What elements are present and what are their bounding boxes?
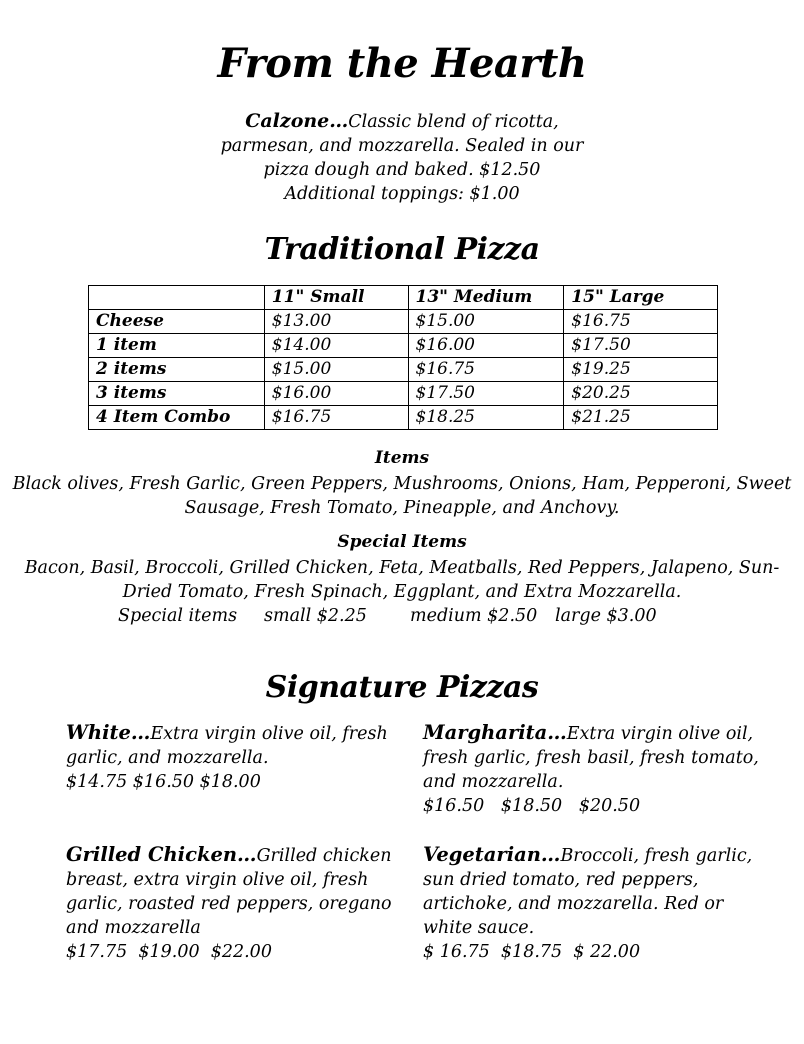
price-cell: $18.25 (408, 406, 564, 430)
price-cell: $20.25 (564, 382, 718, 406)
pizza-desc-text: Extra virgin olive oil, fresh garlic, and mozzarella. (66, 724, 388, 768)
items-line-2: Sausage, Fresh Tomato, Pineapple, and Anchovy. (184, 498, 620, 518)
table-row (89, 382, 718, 406)
calzone-desc-4: Additional toppings: $1.00 (284, 184, 520, 204)
table-row (89, 334, 718, 358)
pizza-prices: $ 16.75 $18.75 $ 22.00 (423, 942, 641, 962)
signature-pizza-grilled-chicken (66, 843, 411, 964)
special-items-prices (0, 604, 804, 628)
row-label: 4 Item Combo (89, 406, 265, 430)
items-heading: Items (374, 448, 430, 468)
price-cell: $15.00 (264, 358, 408, 382)
pizza-desc-text: Broccoli, fresh garlic, sun dried tomato, red peppers, artichoke, and mozzarella. Red or white sauce. (423, 846, 753, 938)
special-items-list (0, 556, 804, 604)
table-header-cell (89, 286, 265, 310)
signature-pizzas-title: Signature Pizzas (265, 670, 539, 705)
special-items-line-2: Dried Tomato, Fresh Spinach, Eggplant, and Extra Mozzarella. (122, 582, 682, 602)
calzone-name: Calzone… (245, 110, 349, 132)
price-cell: $16.00 (408, 334, 564, 358)
price-cell: $19.25 (564, 358, 718, 382)
calzone-desc-3: pizza dough and baked. $12.50 (263, 160, 541, 180)
price-cell: $15.00 (408, 310, 564, 334)
pizza-description (66, 843, 411, 940)
special-items-heading: Special Items (337, 532, 467, 552)
calzone-section (0, 109, 804, 206)
price-cell: $17.50 (564, 334, 718, 358)
pizza-description (66, 721, 411, 770)
row-label: 3 items (89, 382, 265, 406)
pizza-description (423, 843, 763, 940)
pizza-prices: $17.75 $19.00 $22.00 (66, 942, 272, 962)
table-header-cell: 11" Small (264, 286, 408, 310)
row-label: Cheese (89, 310, 265, 334)
items-list (0, 472, 804, 520)
signature-pizza-white (66, 721, 411, 794)
special-price-large: large $3.00 (555, 606, 657, 626)
price-cell: $14.00 (264, 334, 408, 358)
calzone-desc-2: parmesan, and mozzarella. Sealed in our (220, 136, 584, 156)
price-cell: $16.75 (264, 406, 408, 430)
pizza-price-table (88, 285, 718, 430)
price-cell: $17.50 (408, 382, 564, 406)
signature-pizza-margharita (423, 721, 763, 818)
pizza-name: Grilled Chicken… (66, 843, 257, 866)
price-cell: $16.75 (408, 358, 564, 382)
price-cell: $13.00 (264, 310, 408, 334)
table-row (89, 406, 718, 430)
special-price-label: Special items (118, 606, 238, 626)
page-title: From the Hearth (217, 40, 587, 87)
price-cell: $21.25 (564, 406, 718, 430)
calzone-desc-1: Classic blend of ricotta, (348, 112, 559, 132)
pizza-name: Margharita… (423, 721, 567, 744)
signature-pizza-vegetarian (423, 843, 763, 964)
table-header-cell: 15" Large (564, 286, 718, 310)
table-header-cell: 13" Medium (408, 286, 564, 310)
special-price-small: small $2.25 (264, 606, 367, 626)
pizza-prices: $14.75 $16.50 $18.00 (66, 772, 261, 792)
calzone-line-1 (0, 109, 804, 134)
row-label: 2 items (89, 358, 265, 382)
pizza-desc-text: Extra virgin olive oil, fresh garlic, fresh basil, fresh tomato, and mozzarella. (423, 724, 759, 792)
pizza-desc-text: Grilled chicken breast, extra virgin olive oil, fresh garlic, roasted red peppers, oregano and mozzarella (66, 846, 392, 938)
table-header-row (89, 286, 718, 310)
pizza-name: White… (66, 721, 151, 744)
price-cell: $16.00 (264, 382, 408, 406)
table-row (89, 358, 718, 382)
pizza-description (423, 721, 763, 794)
traditional-pizza-title: Traditional Pizza (264, 232, 540, 267)
special-items-line-1: Bacon, Basil, Broccoli, Grilled Chicken, Feta, Meatballs, Red Peppers, Jalapeno, Sun- (24, 558, 780, 578)
special-price-medium: medium $2.50 (410, 606, 538, 626)
price-cell: $16.75 (564, 310, 718, 334)
pizza-name: Vegetarian… (423, 843, 561, 866)
table-row (89, 310, 718, 334)
items-line-1: Black olives, Fresh Garlic, Green Peppers, Mushrooms, Onions, Ham, Pepperoni, Sweet (12, 474, 792, 494)
pizza-prices: $16.50 $18.50 $20.50 (423, 796, 641, 816)
row-label: 1 item (89, 334, 265, 358)
